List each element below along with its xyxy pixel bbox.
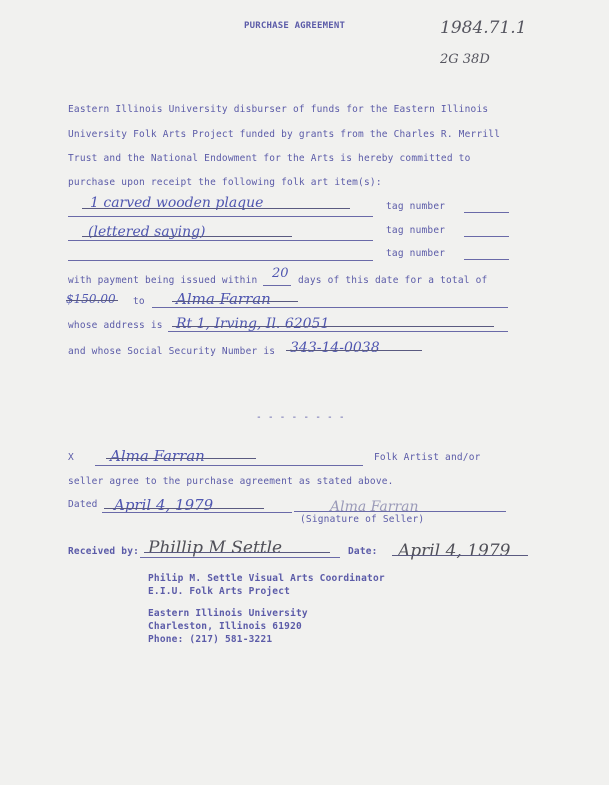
address-line-3: Phone: (217) 581-3221 — [148, 634, 273, 645]
item-2-line — [68, 240, 373, 241]
dated-label: Dated — [68, 499, 98, 510]
received-date-strike — [392, 555, 528, 556]
address-line-2: Charleston, Illinois 61920 — [148, 621, 302, 632]
ssn-strike — [286, 350, 422, 351]
item-1-strike — [82, 208, 350, 209]
intro-line-3: Trust and the National Endowment for the Arts is hereby committed to — [68, 153, 471, 164]
payment-days: 20 — [272, 266, 289, 281]
received-date-value: April 4, 1979 — [398, 541, 511, 561]
payee-strike — [172, 301, 298, 302]
divider: - - - - - - - - — [256, 412, 345, 423]
payment-amount-strike — [66, 300, 118, 301]
payment-suffix: days of this date for a total of — [298, 275, 488, 286]
payee-line — [152, 307, 508, 308]
dated-value: April 4, 1979 — [114, 496, 214, 514]
item-2-tag-label: tag number — [386, 225, 446, 236]
address-strike — [172, 326, 494, 327]
dated-strike — [104, 508, 264, 509]
signature-label: (Signature of Seller) — [300, 514, 425, 525]
ssn-value: 343-14-0038 — [290, 340, 380, 356]
dated-line — [102, 512, 292, 513]
item-1-tag-label: tag number — [386, 201, 446, 212]
seller-agree-line: seller agree to the purchase agreement as stated above. — [68, 476, 394, 487]
received-label: Received by: — [68, 546, 140, 557]
intro-line-4: purchase upon receipt the following folk art item(s): — [68, 177, 382, 188]
address-line-1: Eastern Illinois University — [148, 608, 308, 619]
coordinator-name: Philip M. Settle Visual Arts Coordinator — [148, 573, 385, 584]
item-1-description: 1 carved wooden plaque — [90, 195, 264, 211]
received-line — [140, 557, 340, 558]
seller-name: Alma Farran — [110, 447, 205, 465]
signature-line — [294, 511, 506, 512]
payment-amount: $150.00 — [66, 292, 116, 306]
received-signature: Phillip M Settle — [148, 538, 283, 558]
ssn-label: and whose Social Security Number is — [68, 346, 276, 357]
item-3-tag-line — [464, 259, 509, 260]
intro-line-1: Eastern Illinois University disburser of funds for the Eastern Illinois — [68, 104, 489, 115]
item-1-line — [68, 216, 373, 217]
accession-number: 1984.71.1 — [440, 18, 527, 38]
seller-signature: Alma Farran — [330, 499, 419, 515]
address-line — [168, 331, 508, 332]
seller-mark: X — [68, 452, 74, 463]
seller-name-strike — [106, 458, 256, 459]
seller-name-line — [95, 465, 363, 466]
item-2-tag-line — [464, 236, 509, 237]
payment-to-label: to — [133, 296, 145, 307]
item-1-tag-line — [464, 212, 509, 213]
payee-address: Rt 1, Irving, Il. 62051 — [176, 316, 330, 332]
item-3-tag-label: tag number — [386, 248, 446, 259]
received-strike — [144, 552, 330, 553]
seller-role-label: Folk Artist and/or — [374, 452, 481, 463]
document-title: PURCHASE AGREEMENT — [244, 21, 346, 31]
coordinator-project: E.I.U. Folk Arts Project — [148, 586, 291, 597]
catalog-code: 2G 38D — [440, 52, 490, 67]
item-3-line — [68, 260, 373, 261]
item-2-description: (lettered saying) — [88, 224, 206, 240]
payment-days-line — [263, 285, 291, 286]
payment-prefix: with payment being issued within — [68, 275, 258, 286]
payee-name: Alma Farran — [176, 290, 271, 308]
received-date-label: Date: — [348, 546, 378, 557]
item-2-strike — [82, 236, 292, 237]
intro-line-2: University Folk Arts Project funded by grants from the Charles R. Merrill — [68, 129, 501, 140]
address-label: whose address is — [68, 320, 163, 331]
